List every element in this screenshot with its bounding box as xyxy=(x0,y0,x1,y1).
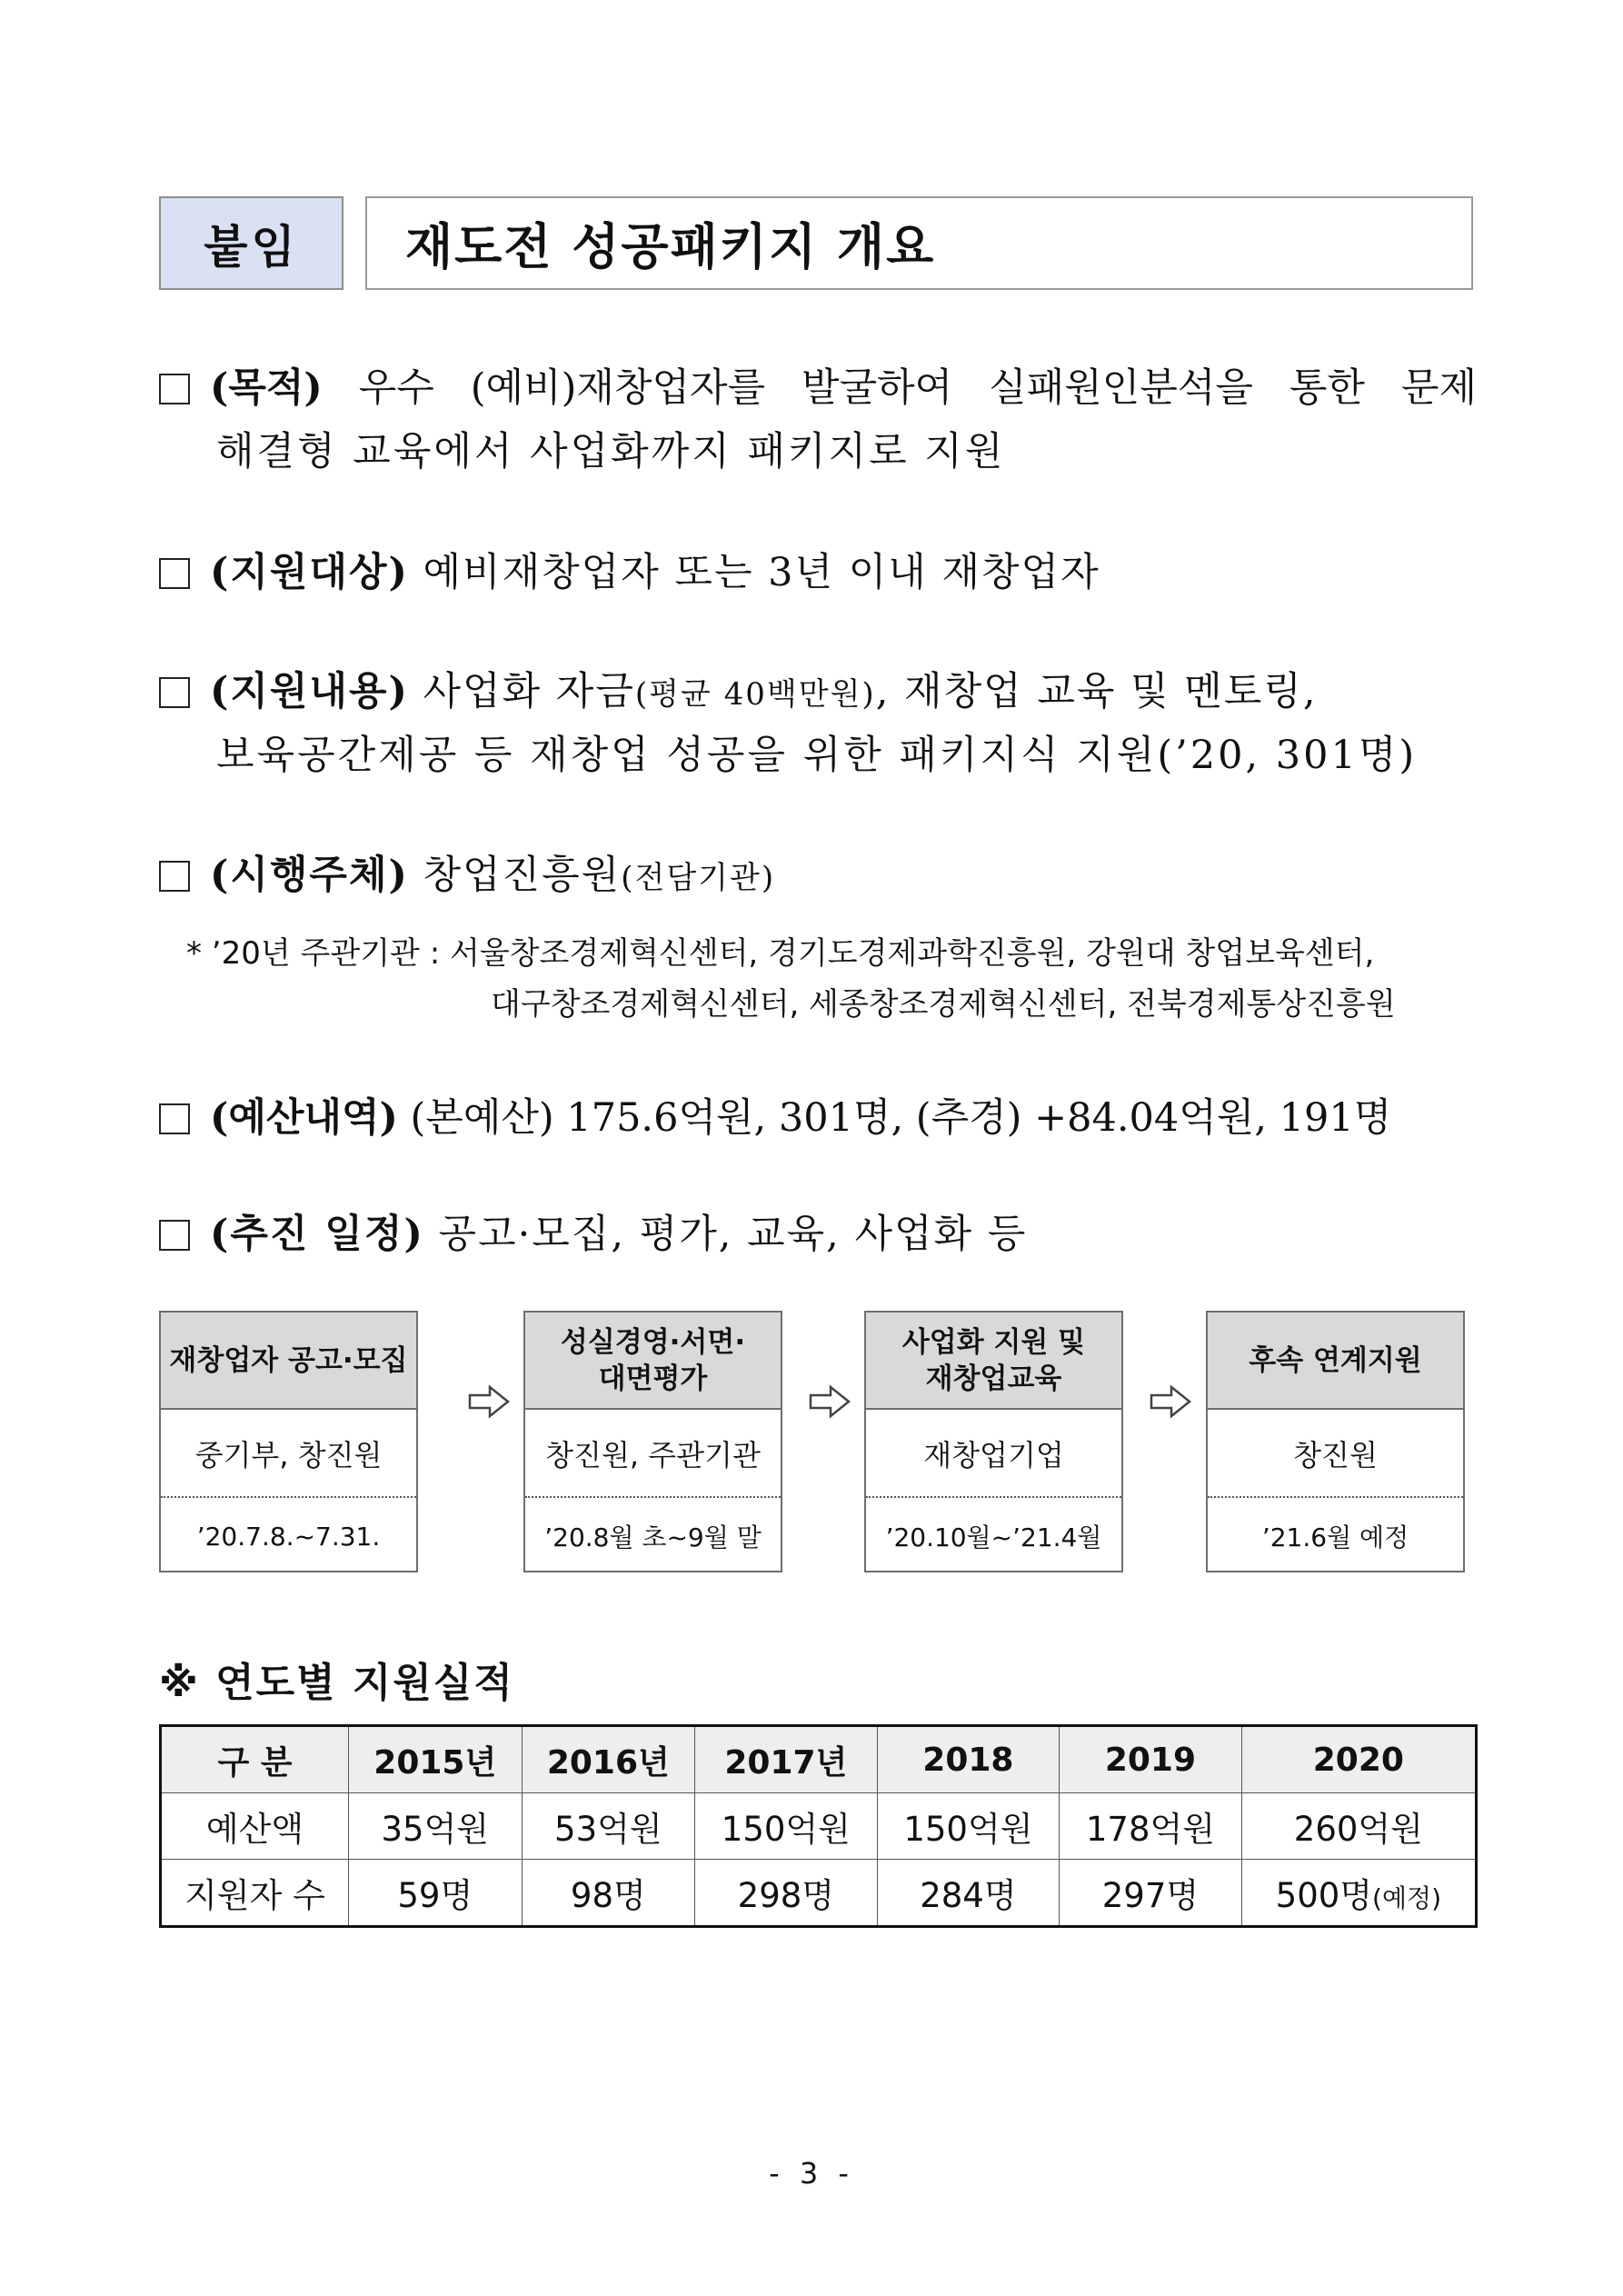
table-header-cell: 2017년 xyxy=(695,1726,878,1793)
page-title: 재도전 성공패키지 개요 xyxy=(365,196,1473,290)
right-arrow-icon xyxy=(807,1383,852,1420)
table-cell: 98명 xyxy=(522,1860,695,1927)
budget-line xyxy=(159,1086,1477,1150)
results-section-title: ※ 연도별 지원실적 xyxy=(159,1660,514,1706)
budget-text: (본예산) 175.6억원, 301명, (추경) +84.04억원, 191명 xyxy=(410,1095,1392,1141)
checkbox-square-icon xyxy=(159,677,190,708)
flow-step-org: 창진원 xyxy=(1208,1410,1463,1498)
table-cell: 298명 xyxy=(695,1860,878,1927)
flow-step-org: 재창업기업 xyxy=(866,1410,1121,1498)
results-table xyxy=(159,1724,1478,1928)
flow-step-date: ’20.8월 초~9월 말 xyxy=(544,1522,762,1552)
content-line2-text: 보육공간제공 등 재창업 성공을 위한 패키지식 지원 xyxy=(216,733,1158,778)
cell-suffix: (예정) xyxy=(1372,1883,1441,1913)
table-cell: 150억원 xyxy=(695,1793,878,1860)
target-text: 예비재창업자 또는 3년 이내 재창업자 xyxy=(423,550,1100,595)
table-cell: 178억원 xyxy=(1060,1793,1242,1860)
flow-step-1 xyxy=(159,1311,418,1572)
row-label: 예산액 xyxy=(161,1793,349,1860)
flow-step-title: 사업화 지원 및 재창업교육 xyxy=(866,1313,1121,1410)
content-label: (지원내용) xyxy=(210,669,409,714)
purpose-line1 xyxy=(159,356,1477,420)
table-cell: 53억원 xyxy=(522,1793,695,1860)
schedule-label: (추진 일정) xyxy=(210,1212,424,1257)
flow-step-org: 중기부, 창진원 xyxy=(161,1410,416,1498)
table-cell: 284명 xyxy=(877,1860,1060,1927)
content-text-c: , 재창업 교육 및 멘토링, xyxy=(875,669,1318,714)
target-label: (지원대상) xyxy=(210,550,409,595)
right-arrow-icon xyxy=(1148,1383,1193,1420)
table-cell: 35억원 xyxy=(349,1793,523,1860)
table-row xyxy=(161,1793,1477,1860)
flow-step-title: 재창업자 공고·모집 xyxy=(161,1313,416,1410)
table-cell: 59명 xyxy=(349,1860,523,1927)
table-header-cell: 2015년 xyxy=(349,1726,523,1793)
flow-step-date: ’21.6월 예정 xyxy=(1261,1522,1409,1552)
note-line2: 대구창조경제혁신센터, 세종창조경제혁신센터, 전북경제통상진흥원 xyxy=(491,986,1396,1023)
flow-step-date: ’20.10월~’21.4월 xyxy=(885,1522,1102,1552)
table-header-row xyxy=(161,1726,1477,1793)
table-header-cell: 구 분 xyxy=(161,1726,349,1793)
target-line xyxy=(159,541,1477,604)
right-arrow-icon xyxy=(466,1383,512,1420)
note-line1: * ’20년 주관기관 : 서울창조경제혁신센터, 경기도경제과학진흥원, 강원대 창업보육센터, xyxy=(186,935,1375,972)
checkbox-square-icon xyxy=(159,558,190,589)
checkbox-square-icon xyxy=(159,1103,190,1134)
executor-label: (시행주체) xyxy=(210,853,409,898)
attachment-tag: 붙임 xyxy=(159,196,344,290)
budget-label: (예산내역) xyxy=(210,1095,398,1141)
cell-value: 500명 xyxy=(1275,1876,1373,1915)
table-header-cell: 2018 xyxy=(877,1726,1060,1793)
content-line2-small: (’20, 301명) xyxy=(1157,733,1418,778)
flow-step-title: 후속 연계지원 xyxy=(1208,1313,1463,1410)
flow-step-org: 창진원, 주관기관 xyxy=(525,1410,781,1498)
flow-step-title: 성실경영·서면· 대면평가 xyxy=(525,1313,781,1410)
content-line1 xyxy=(159,660,1477,726)
checkbox-square-icon xyxy=(159,374,190,404)
flow-step-2 xyxy=(523,1311,782,1572)
executor-small: (전담기관) xyxy=(621,860,776,896)
content-text-b: (평균 40백만원) xyxy=(634,676,876,713)
checkbox-square-icon xyxy=(159,1220,190,1251)
flow-step-3 xyxy=(864,1311,1123,1572)
executor-line xyxy=(159,844,1477,910)
table-header-cell: 2019 xyxy=(1060,1726,1242,1793)
content-text-a: 사업화 자금 xyxy=(423,669,635,714)
row-label: 지원자 수 xyxy=(161,1860,349,1927)
executor-text: 창업진흥원 xyxy=(423,853,622,898)
purpose-text: 우수 (예비)재창업자를 발굴하여 실패원인분석을 통한 문제 xyxy=(358,365,1478,411)
purpose-label: (목적) xyxy=(210,365,323,411)
schedule-text: 공고·모집, 평가, 교육, 사업화 등 xyxy=(438,1212,1028,1257)
table-header-cell: 2020 xyxy=(1241,1726,1476,1793)
checkbox-square-icon xyxy=(159,861,190,892)
table-cell xyxy=(1241,1860,1476,1927)
flow-step-4 xyxy=(1206,1311,1465,1572)
purpose-line2: 해결형 교육에서 사업화까지 패키지로 지원 xyxy=(216,429,1006,474)
content-line2 xyxy=(216,724,1479,787)
table-cell: 150억원 xyxy=(877,1793,1060,1860)
flow-step-date: ’20.7.8.~7.31. xyxy=(196,1521,381,1552)
table-cell: 297명 xyxy=(1060,1860,1242,1927)
schedule-line xyxy=(159,1203,1477,1266)
table-header-cell: 2016년 xyxy=(522,1726,695,1793)
table-cell: 260억원 xyxy=(1241,1793,1476,1860)
page-number: - 3 - xyxy=(769,2156,854,2191)
table-row xyxy=(161,1860,1477,1927)
